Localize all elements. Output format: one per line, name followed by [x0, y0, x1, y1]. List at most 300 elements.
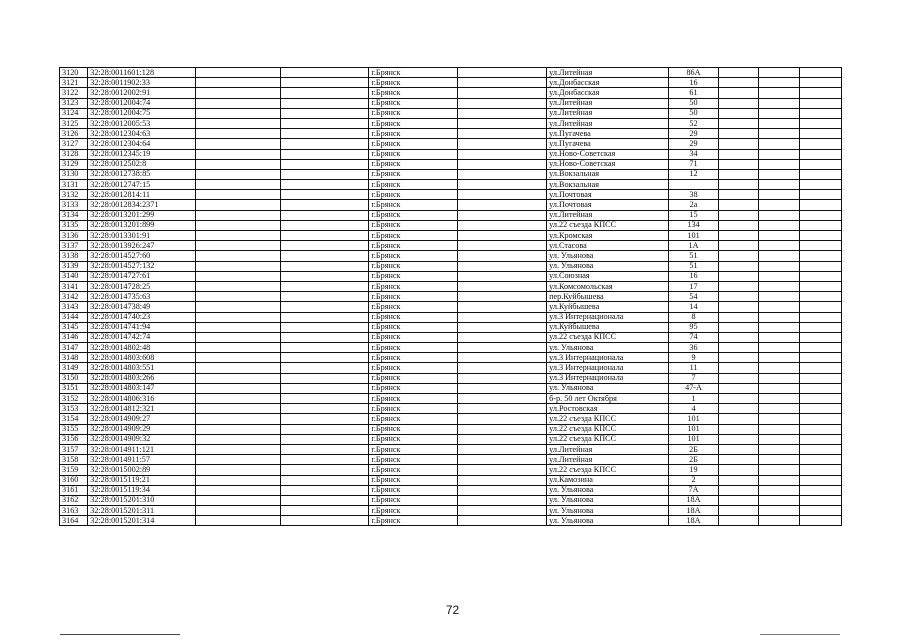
street-cell: ул.Пугачева — [547, 129, 669, 139]
empty-cell — [458, 88, 547, 98]
empty-cell — [718, 129, 759, 139]
empty-cell — [800, 139, 842, 149]
house-number-cell: 101 — [669, 434, 718, 444]
empty-cell — [195, 261, 280, 271]
empty-cell — [458, 424, 547, 434]
house-number-cell: 95 — [669, 322, 718, 332]
empty-cell — [458, 200, 547, 210]
empty-cell — [195, 363, 280, 373]
empty-cell — [280, 485, 369, 495]
empty-cell — [280, 444, 369, 454]
row-number-cell: 3128 — [60, 149, 88, 159]
house-number-cell: 2Б — [669, 444, 718, 454]
cadastral-number-cell: 32:28:0014735:63 — [88, 292, 196, 302]
house-number-cell: 11 — [669, 363, 718, 373]
empty-cell — [195, 251, 280, 261]
empty-cell — [280, 414, 369, 424]
street-cell: ул.Куйбышева — [547, 322, 669, 332]
empty-cell — [195, 78, 280, 88]
table-row — [60, 434, 842, 444]
empty-cell — [718, 322, 759, 332]
empty-cell — [195, 108, 280, 118]
empty-cell — [718, 506, 759, 516]
empty-cell — [759, 98, 800, 108]
empty-cell — [759, 516, 800, 526]
registry-table-body — [60, 68, 842, 526]
cadastral-number-cell: 32:28:0014738:49 — [88, 302, 196, 312]
empty-cell — [800, 118, 842, 128]
empty-cell — [280, 424, 369, 434]
house-number-cell: 7А — [669, 485, 718, 495]
empty-cell — [718, 200, 759, 210]
empty-cell — [800, 68, 842, 78]
empty-cell — [800, 516, 842, 526]
house-number-cell: 50 — [669, 98, 718, 108]
empty-cell — [759, 444, 800, 454]
street-cell: ул.Комсомольская — [547, 281, 669, 291]
house-number-cell: 2 — [669, 475, 718, 485]
row-number-cell: 3146 — [60, 332, 88, 342]
street-cell: ул.22 съезда КПСС — [547, 424, 669, 434]
empty-cell — [800, 159, 842, 169]
empty-cell — [280, 383, 369, 393]
city-cell: г.Брянск — [369, 455, 458, 465]
row-number-cell: 3159 — [60, 465, 88, 475]
row-number-cell: 3143 — [60, 302, 88, 312]
empty-cell — [195, 455, 280, 465]
street-cell: ул. Ульянова — [547, 516, 669, 526]
empty-cell — [800, 414, 842, 424]
city-cell: г.Брянск — [369, 88, 458, 98]
city-cell: г.Брянск — [369, 475, 458, 485]
empty-cell — [195, 444, 280, 454]
city-cell: г.Брянск — [369, 190, 458, 200]
house-number-cell: 52 — [669, 118, 718, 128]
empty-cell — [458, 108, 547, 118]
cadastral-number-cell: 32:28:0013301:91 — [88, 231, 196, 241]
empty-cell — [458, 190, 547, 200]
city-cell: г.Брянск — [369, 404, 458, 414]
street-cell: ул. Ульянова — [547, 251, 669, 261]
street-cell: пер.Куйбышева — [547, 292, 669, 302]
empty-cell — [280, 129, 369, 139]
street-cell: ул.22 съезда КПСС — [547, 220, 669, 230]
empty-cell — [759, 88, 800, 98]
row-number-cell: 3145 — [60, 322, 88, 332]
house-number-cell — [669, 180, 718, 190]
empty-cell — [280, 404, 369, 414]
cadastral-number-cell: 32:28:0014803:266 — [88, 373, 196, 383]
street-cell: ул.Почтовая — [547, 190, 669, 200]
table-row — [60, 78, 842, 88]
empty-cell — [195, 343, 280, 353]
cadastral-number-cell: 32:28:0014527:60 — [88, 251, 196, 261]
empty-cell — [280, 506, 369, 516]
empty-cell — [800, 78, 842, 88]
street-cell: ул.3 Интернационала — [547, 363, 669, 373]
empty-cell — [718, 343, 759, 353]
table-row — [60, 506, 842, 516]
empty-cell — [759, 271, 800, 281]
street-cell: ул.3 Интернационала — [547, 312, 669, 322]
empty-cell — [759, 78, 800, 88]
empty-cell — [458, 322, 547, 332]
table-row — [60, 200, 842, 210]
empty-cell — [280, 475, 369, 485]
cadastral-number-cell: 32:28:0015201:314 — [88, 516, 196, 526]
table-row — [60, 149, 842, 159]
empty-cell — [195, 332, 280, 342]
empty-cell — [759, 241, 800, 251]
empty-cell — [195, 149, 280, 159]
house-number-cell: 2Б — [669, 455, 718, 465]
city-cell: г.Брянск — [369, 465, 458, 475]
empty-cell — [195, 302, 280, 312]
city-cell: г.Брянск — [369, 68, 458, 78]
empty-cell — [800, 241, 842, 251]
empty-cell — [800, 281, 842, 291]
empty-cell — [759, 434, 800, 444]
empty-cell — [718, 353, 759, 363]
empty-cell — [800, 200, 842, 210]
empty-cell — [280, 118, 369, 128]
cadastral-number-cell: 32:28:0014527:132 — [88, 261, 196, 271]
empty-cell — [718, 98, 759, 108]
table-row — [60, 414, 842, 424]
row-number-cell: 3126 — [60, 129, 88, 139]
cadastral-number-cell: 32:28:0014803:551 — [88, 363, 196, 373]
empty-cell — [718, 159, 759, 169]
empty-cell — [458, 220, 547, 230]
table-row — [60, 88, 842, 98]
empty-cell — [718, 210, 759, 220]
empty-cell — [458, 332, 547, 342]
row-number-cell: 3158 — [60, 455, 88, 465]
city-cell: г.Брянск — [369, 139, 458, 149]
empty-cell — [718, 444, 759, 454]
empty-cell — [718, 302, 759, 312]
empty-cell — [458, 363, 547, 373]
cadastral-number-cell: 32:28:0012345:19 — [88, 149, 196, 159]
empty-cell — [280, 169, 369, 179]
empty-cell — [718, 516, 759, 526]
empty-cell — [458, 404, 547, 414]
empty-cell — [280, 78, 369, 88]
empty-cell — [458, 465, 547, 475]
cadastral-number-cell: 32:28:0011902:33 — [88, 78, 196, 88]
empty-cell — [195, 465, 280, 475]
cadastral-number-cell: 32:28:0015119:34 — [88, 485, 196, 495]
table-row — [60, 180, 842, 190]
empty-cell — [718, 169, 759, 179]
empty-cell — [195, 404, 280, 414]
house-number-cell: 16 — [669, 78, 718, 88]
table-row — [60, 424, 842, 434]
city-cell: г.Брянск — [369, 220, 458, 230]
table-row — [60, 251, 842, 261]
empty-cell — [759, 332, 800, 342]
city-cell: г.Брянск — [369, 98, 458, 108]
empty-cell — [718, 108, 759, 118]
empty-cell — [759, 180, 800, 190]
empty-cell — [759, 353, 800, 363]
empty-cell — [800, 485, 842, 495]
empty-cell — [718, 68, 759, 78]
empty-cell — [280, 231, 369, 241]
house-number-cell: 29 — [669, 139, 718, 149]
cadastral-number-cell: 32:28:0012304:64 — [88, 139, 196, 149]
empty-cell — [759, 149, 800, 159]
empty-cell — [759, 383, 800, 393]
empty-cell — [800, 424, 842, 434]
empty-cell — [759, 190, 800, 200]
street-cell: ул.Донбасская — [547, 88, 669, 98]
empty-cell — [759, 108, 800, 118]
empty-cell — [800, 465, 842, 475]
cadastral-number-cell: 32:28:0014742:74 — [88, 332, 196, 342]
empty-cell — [458, 271, 547, 281]
empty-cell — [458, 210, 547, 220]
city-cell: г.Брянск — [369, 343, 458, 353]
table-row — [60, 332, 842, 342]
house-number-cell: 18А — [669, 516, 718, 526]
scan-artifact-line — [60, 634, 180, 635]
empty-cell — [195, 180, 280, 190]
row-number-cell: 3133 — [60, 200, 88, 210]
cadastral-number-cell: 32:28:0012005:53 — [88, 118, 196, 128]
table-row — [60, 516, 842, 526]
empty-cell — [195, 424, 280, 434]
empty-cell — [280, 394, 369, 404]
empty-cell — [718, 485, 759, 495]
house-number-cell: 54 — [669, 292, 718, 302]
city-cell: г.Брянск — [369, 281, 458, 291]
empty-cell — [458, 251, 547, 261]
empty-cell — [195, 475, 280, 485]
empty-cell — [280, 220, 369, 230]
empty-cell — [195, 414, 280, 424]
city-cell: г.Брянск — [369, 169, 458, 179]
empty-cell — [458, 343, 547, 353]
empty-cell — [759, 404, 800, 414]
row-number-cell: 3152 — [60, 394, 88, 404]
empty-cell — [800, 220, 842, 230]
empty-cell — [458, 261, 547, 271]
street-cell: ул.3 Интернационала — [547, 373, 669, 383]
city-cell: г.Брянск — [369, 210, 458, 220]
cadastral-number-cell: 32:28:0014802:48 — [88, 343, 196, 353]
empty-cell — [800, 231, 842, 241]
empty-cell — [280, 332, 369, 342]
empty-cell — [195, 353, 280, 363]
row-number-cell: 3156 — [60, 434, 88, 444]
empty-cell — [759, 394, 800, 404]
cadastral-number-cell: 32:28:0012747:15 — [88, 180, 196, 190]
street-cell: ул.22 съезда КПСС — [547, 414, 669, 424]
empty-cell — [458, 312, 547, 322]
empty-cell — [800, 353, 842, 363]
empty-cell — [195, 312, 280, 322]
empty-cell — [718, 434, 759, 444]
city-cell: г.Брянск — [369, 312, 458, 322]
empty-cell — [718, 241, 759, 251]
empty-cell — [759, 200, 800, 210]
empty-cell — [195, 68, 280, 78]
empty-cell — [800, 292, 842, 302]
cadastral-number-cell: 32:28:0014911:57 — [88, 455, 196, 465]
street-cell: ул.Кромская — [547, 231, 669, 241]
empty-cell — [800, 373, 842, 383]
street-cell: б-р. 50 лет Октября — [547, 394, 669, 404]
cadastral-number-cell: 32:28:0014727:61 — [88, 271, 196, 281]
empty-cell — [458, 149, 547, 159]
house-number-cell: 50 — [669, 108, 718, 118]
row-number-cell: 3131 — [60, 180, 88, 190]
empty-cell — [759, 292, 800, 302]
city-cell: г.Брянск — [369, 271, 458, 281]
row-number-cell: 3135 — [60, 220, 88, 230]
empty-cell — [718, 363, 759, 373]
house-number-cell: 18А — [669, 495, 718, 505]
empty-cell — [718, 465, 759, 475]
table-row — [60, 312, 842, 322]
street-cell: ул.Литейная — [547, 68, 669, 78]
row-number-cell: 3123 — [60, 98, 88, 108]
empty-cell — [458, 118, 547, 128]
empty-cell — [800, 180, 842, 190]
street-cell: ул.Камозина — [547, 475, 669, 485]
cadastral-number-cell: 32:28:0012004:75 — [88, 108, 196, 118]
cadastral-number-cell: 32:28:0015119:21 — [88, 475, 196, 485]
empty-cell — [800, 251, 842, 261]
cadastral-number-cell: 32:28:0014741:94 — [88, 322, 196, 332]
empty-cell — [280, 302, 369, 312]
empty-cell — [458, 373, 547, 383]
empty-cell — [759, 363, 800, 373]
cadastral-number-cell: 32:28:0015201:310 — [88, 495, 196, 505]
empty-cell — [280, 353, 369, 363]
empty-cell — [800, 98, 842, 108]
empty-cell — [280, 271, 369, 281]
city-cell: г.Брянск — [369, 251, 458, 261]
row-number-cell: 3154 — [60, 414, 88, 424]
house-number-cell: 51 — [669, 261, 718, 271]
empty-cell — [759, 281, 800, 291]
street-cell: ул.22 съезда КПСС — [547, 434, 669, 444]
city-cell: г.Брянск — [369, 506, 458, 516]
house-number-cell: 2а — [669, 200, 718, 210]
empty-cell — [280, 149, 369, 159]
table-row — [60, 383, 842, 393]
empty-cell — [280, 281, 369, 291]
empty-cell — [759, 373, 800, 383]
street-cell: ул.Пугачева — [547, 139, 669, 149]
house-number-cell: 74 — [669, 332, 718, 342]
empty-cell — [759, 231, 800, 241]
street-cell: ул.Вокзальная — [547, 180, 669, 190]
empty-cell — [759, 455, 800, 465]
house-number-cell: 17 — [669, 281, 718, 291]
city-cell: г.Брянск — [369, 424, 458, 434]
cadastral-number-cell: 32:28:0014909:32 — [88, 434, 196, 444]
city-cell: г.Брянск — [369, 118, 458, 128]
street-cell: ул.Ново-Советская — [547, 159, 669, 169]
empty-cell — [280, 139, 369, 149]
cadastral-number-cell: 32:28:0014803:608 — [88, 353, 196, 363]
house-number-cell: 134 — [669, 220, 718, 230]
empty-cell — [718, 373, 759, 383]
empty-cell — [718, 332, 759, 342]
empty-cell — [195, 383, 280, 393]
table-row — [60, 292, 842, 302]
empty-cell — [718, 455, 759, 465]
cadastral-number-cell: 32:28:0012502:8 — [88, 159, 196, 169]
cadastral-number-cell: 32:28:0011601:128 — [88, 68, 196, 78]
empty-cell — [458, 495, 547, 505]
empty-cell — [800, 444, 842, 454]
empty-cell — [800, 312, 842, 322]
house-number-cell: 101 — [669, 231, 718, 241]
city-cell: г.Брянск — [369, 363, 458, 373]
empty-cell — [718, 190, 759, 200]
table-row — [60, 394, 842, 404]
empty-cell — [800, 332, 842, 342]
empty-cell — [458, 169, 547, 179]
street-cell: ул.Ново-Советская — [547, 149, 669, 159]
empty-cell — [718, 292, 759, 302]
empty-cell — [195, 281, 280, 291]
city-cell: г.Брянск — [369, 180, 458, 190]
table-row — [60, 98, 842, 108]
empty-cell — [458, 394, 547, 404]
city-cell: г.Брянск — [369, 383, 458, 393]
empty-cell — [800, 261, 842, 271]
cadastral-number-cell: 32:28:0012002:91 — [88, 88, 196, 98]
row-number-cell: 3134 — [60, 210, 88, 220]
empty-cell — [195, 139, 280, 149]
empty-cell — [718, 231, 759, 241]
city-cell: г.Брянск — [369, 444, 458, 454]
street-cell: ул.3 Интернационала — [547, 353, 669, 363]
empty-cell — [800, 363, 842, 373]
table-row — [60, 485, 842, 495]
table-row — [60, 190, 842, 200]
city-cell: г.Брянск — [369, 129, 458, 139]
city-cell: г.Брянск — [369, 261, 458, 271]
table-row — [60, 118, 842, 128]
empty-cell — [718, 383, 759, 393]
empty-cell — [458, 231, 547, 241]
empty-cell — [759, 475, 800, 485]
empty-cell — [280, 241, 369, 251]
row-number-cell: 3125 — [60, 118, 88, 128]
empty-cell — [718, 414, 759, 424]
empty-cell — [195, 129, 280, 139]
city-cell: г.Брянск — [369, 200, 458, 210]
empty-cell — [195, 210, 280, 220]
empty-cell — [195, 241, 280, 251]
empty-cell — [759, 220, 800, 230]
row-number-cell: 3138 — [60, 251, 88, 261]
table-row — [60, 475, 842, 485]
empty-cell — [759, 302, 800, 312]
cadastral-number-cell: 32:28:0013926:247 — [88, 241, 196, 251]
empty-cell — [718, 281, 759, 291]
empty-cell — [280, 434, 369, 444]
empty-cell — [759, 465, 800, 475]
empty-cell — [280, 190, 369, 200]
cadastral-number-cell: 32:28:0012738:85 — [88, 169, 196, 179]
